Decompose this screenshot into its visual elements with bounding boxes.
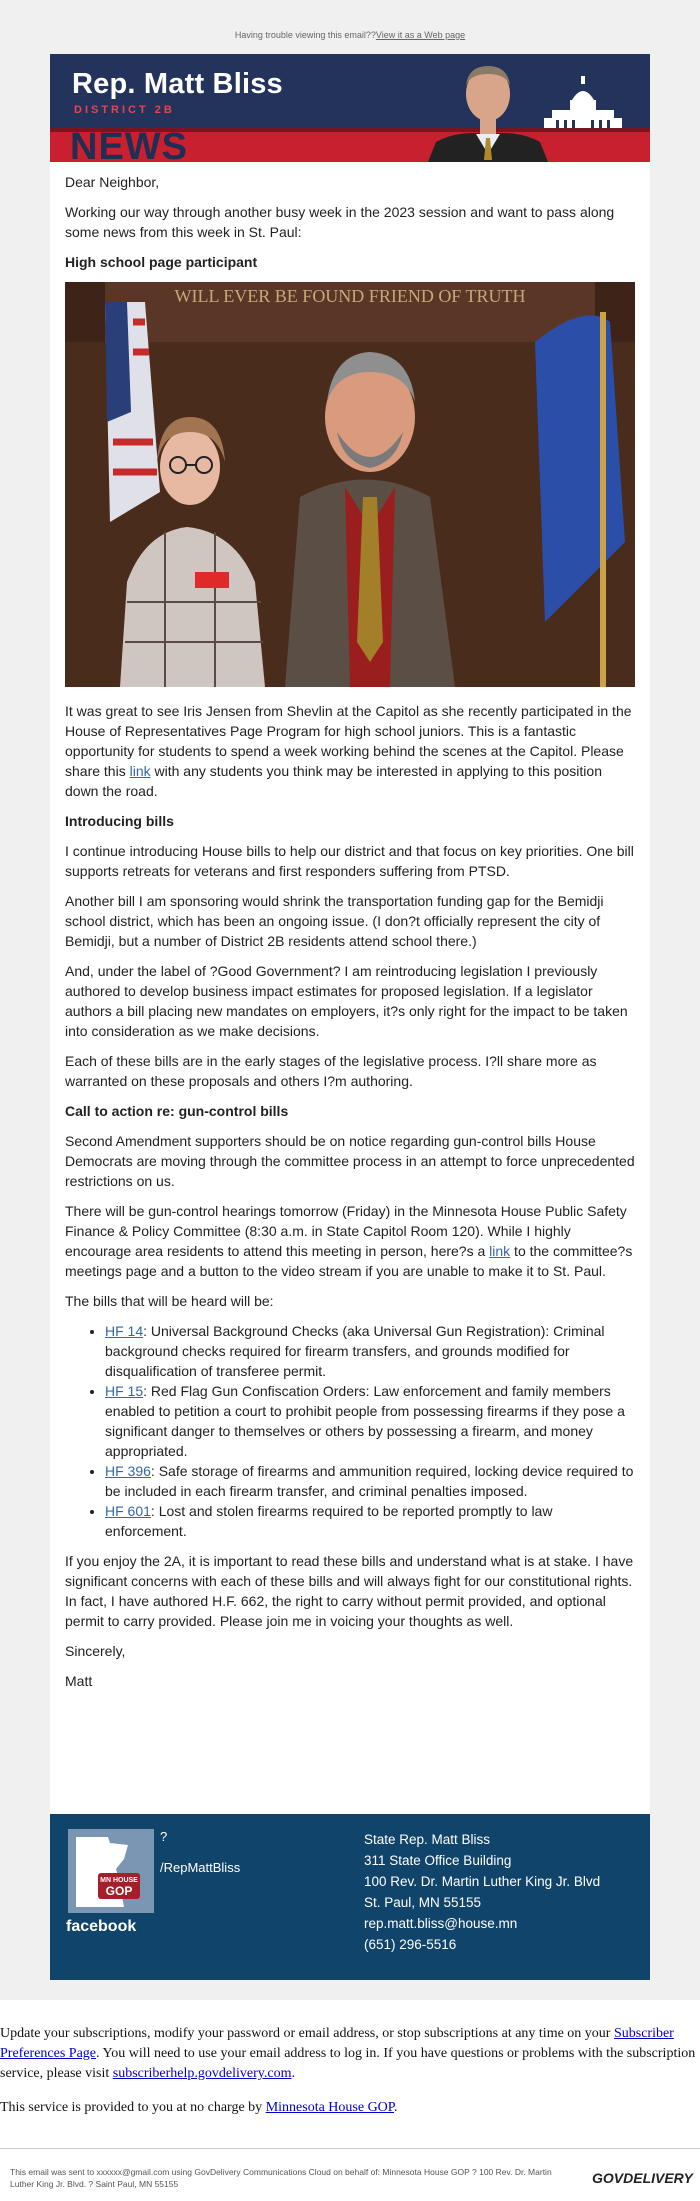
bills-paragraph-2: Another bill I am sponsoring would shrink the transportation funding gap for the Bemidji school district, which has been an ongoing issue. (I don?t officially represent the city of Bemidji, but a number of District 2B residents attend school there.): [65, 893, 604, 949]
banner: [50, 54, 650, 162]
page-program-paragraph: It was great to see Iris Jensen from Shevlin at the Capitol as she recently participated in the House of Representatives Page Program for high school juniors. This is a fantastic opportunity for students to spend a week working behind the scenes at the Capitol. Please share this link with any students you think may be interested in applying to this position down the road.: [65, 703, 632, 799]
subscription-text: [0, 2024, 698, 2132]
svg-text:GOP: GOP: [105, 1884, 133, 1898]
fine-print: This email was sent to xxxxxx@gmail.com using GovDelivery Communications Cloud on behalf of: Minnesota House GOP ? 100 Rev. Dr. Martin Luther King Jr. Blvd. ? Saint Paul, MN 55155: [10, 2167, 552, 2189]
address-line: State Rep. Matt Bliss: [364, 1832, 491, 1847]
address-line: 100 Rev. Dr. Martin Luther King Jr. Blvd: [364, 1874, 601, 1889]
govdelivery-logo[interactable]: GOVDELIVERY: [592, 2170, 693, 2186]
subscriber-help-link[interactable]: subscriberhelp.govdelivery.com: [112, 2066, 292, 2081]
committee-link[interactable]: link: [489, 1243, 511, 1259]
contact-footer: [50, 1814, 650, 1980]
banner-name: Rep. Matt Bliss: [72, 68, 283, 100]
facebook-label[interactable]: facebook: [66, 1918, 137, 1935]
gun-paragraph-3: The bills that will be heard will be:: [65, 1293, 274, 1309]
bill-link-hf15[interactable]: HF 15: [105, 1383, 144, 1399]
wall-inscription: WILL EVER BE FOUND FRIEND OF TRUTH: [174, 286, 526, 306]
web-page-link[interactable]: View it as a Web page: [375, 30, 466, 40]
bill-list: [65, 1321, 635, 1541]
representative-portrait: [428, 54, 548, 162]
service-paragraph: This service is provided to you at no charge by Minnesota House GOP.: [0, 2100, 398, 2115]
house-gop-link[interactable]: Minnesota House GOP: [265, 2100, 395, 2115]
subscription-paragraph: Update your subscriptions, modify your password or email address, or stop subscriptions at any time on your Subscriber Preferences Page. You will need to use your email address to log in. If you have questions or problems with the subscription service, please visit subscriberhelp.govdelivery.com.: [0, 2026, 696, 2081]
capitol-icon: [538, 74, 628, 134]
intro-paragraph: Working our way through another busy week in the 2023 session and want to pass along some news from this week in St. Paul:: [65, 204, 615, 240]
page-program-link[interactable]: link: [129, 763, 151, 779]
facebook-icon[interactable]: ?: [160, 1829, 168, 1844]
list-item: • HF 14: Universal Background Checks (aka Universal Gun Registration): Criminal background checks required for firearm transfers, and grounds modified for disqualification of transferee permit.: [105, 1321, 635, 1381]
section-heading-page: High school page participant: [65, 254, 258, 270]
bill-link-hf14[interactable]: HF 14: [105, 1323, 144, 1339]
address-line: St. Paul, MN 55155: [364, 1895, 482, 1910]
facebook-handle[interactable]: /RepMattBliss: [160, 1860, 241, 1875]
bills-paragraph-4: Each of these bills are in the early stages of the legislative process. I?ll share more as warranted on these proposals and others I?m authoring.: [65, 1053, 597, 1089]
list-item: • HF 396: Safe storage of firearms and ammunition required, locking device required to be included in each firearm transfer, and criminal penalties imposed.: [105, 1461, 635, 1501]
list-item: • HF 15: Red Flag Gun Confiscation Orders: Law enforcement and family members enabled to petition a court to prohibit people from possessing firearms if they pose a significant danger to themselves or others by possessing a firearm, and money appropriated.: [105, 1381, 635, 1461]
contact-address: [364, 1829, 600, 1955]
bill-link-hf396[interactable]: HF 396: [105, 1463, 151, 1479]
banner-news: NEWS: [70, 126, 188, 162]
email-address[interactable]: rep.matt.bliss@house.mn: [364, 1916, 518, 1931]
subscriber-preferences-link[interactable]: Subscriber Preferences Page: [0, 2026, 674, 2061]
bills-paragraph-3: And, under the label of ?Good Government? I am reintroducing legislation I previously authored to develop business impact estimates for proposed legislation. If a legislator authors a bill placing new mandates on employers, it?s only right for the impact to be taken into consideration as we make decisions.: [65, 963, 628, 1039]
gun-paragraph-1: Second Amendment supporters should be on notice regarding gun-control bills House Democrats are moving through the committee process in an attempt to force unprecedented restrictions on us.: [65, 1133, 635, 1189]
svg-text:MN HOUSE: MN HOUSE: [100, 1877, 138, 1884]
banner-district: DISTRICT 2B: [74, 104, 175, 116]
page-program-photo: [65, 282, 635, 687]
header-note: [0, 30, 700, 40]
divider: [0, 2148, 700, 2149]
list-item: • HF 601: Lost and stolen firearms required to be reported promptly to law enforcement.: [105, 1501, 635, 1541]
gun-paragraph-4: If you enjoy the 2A, it is important to read these bills and understand what is at stake. I have significant concerns with each of these bills and will always fight for our constitutional rights. In fact, I have authored H.F. 662, the right to carry without permit provided, and optional permit to carry provided. Please join me in voicing your thoughts as well.: [65, 1553, 634, 1629]
signature: Matt: [65, 1673, 93, 1689]
greeting: Dear Neighbor,: [65, 174, 160, 190]
phone-number: (651) 296-5516: [364, 1937, 457, 1952]
bill-link-hf601[interactable]: HF 601: [105, 1503, 151, 1519]
section-heading-bills: Introducing bills: [65, 813, 174, 829]
header-note-text: Having trouble viewing this email??: [234, 30, 376, 40]
address-line: 311 State Office Building: [364, 1853, 512, 1868]
bills-paragraph-1: I continue introducing House bills to help our district and that focus on key priorities. One bill supports retreats for veterans and first responders suffering from PTSD.: [65, 843, 634, 879]
signoff: Sincerely,: [65, 1643, 126, 1659]
section-heading-gun-control: Call to action re: gun-control bills: [65, 1103, 289, 1119]
mn-house-gop-logo[interactable]: [68, 1829, 154, 1913]
gun-paragraph-2: There will be gun-control hearings tomorrow (Friday) in the Minnesota House Public Safety Finance & Policy Committee (8:30 a.m. in State Capitol Room 120). While I highly encourage area residents to attend this meeting in person, here?s a link to the committee?s meetings page and a button to the video stream if you are unable to make it to St. Paul.: [65, 1203, 633, 1279]
email-body: [65, 172, 635, 1701]
email-card: [50, 54, 650, 1980]
